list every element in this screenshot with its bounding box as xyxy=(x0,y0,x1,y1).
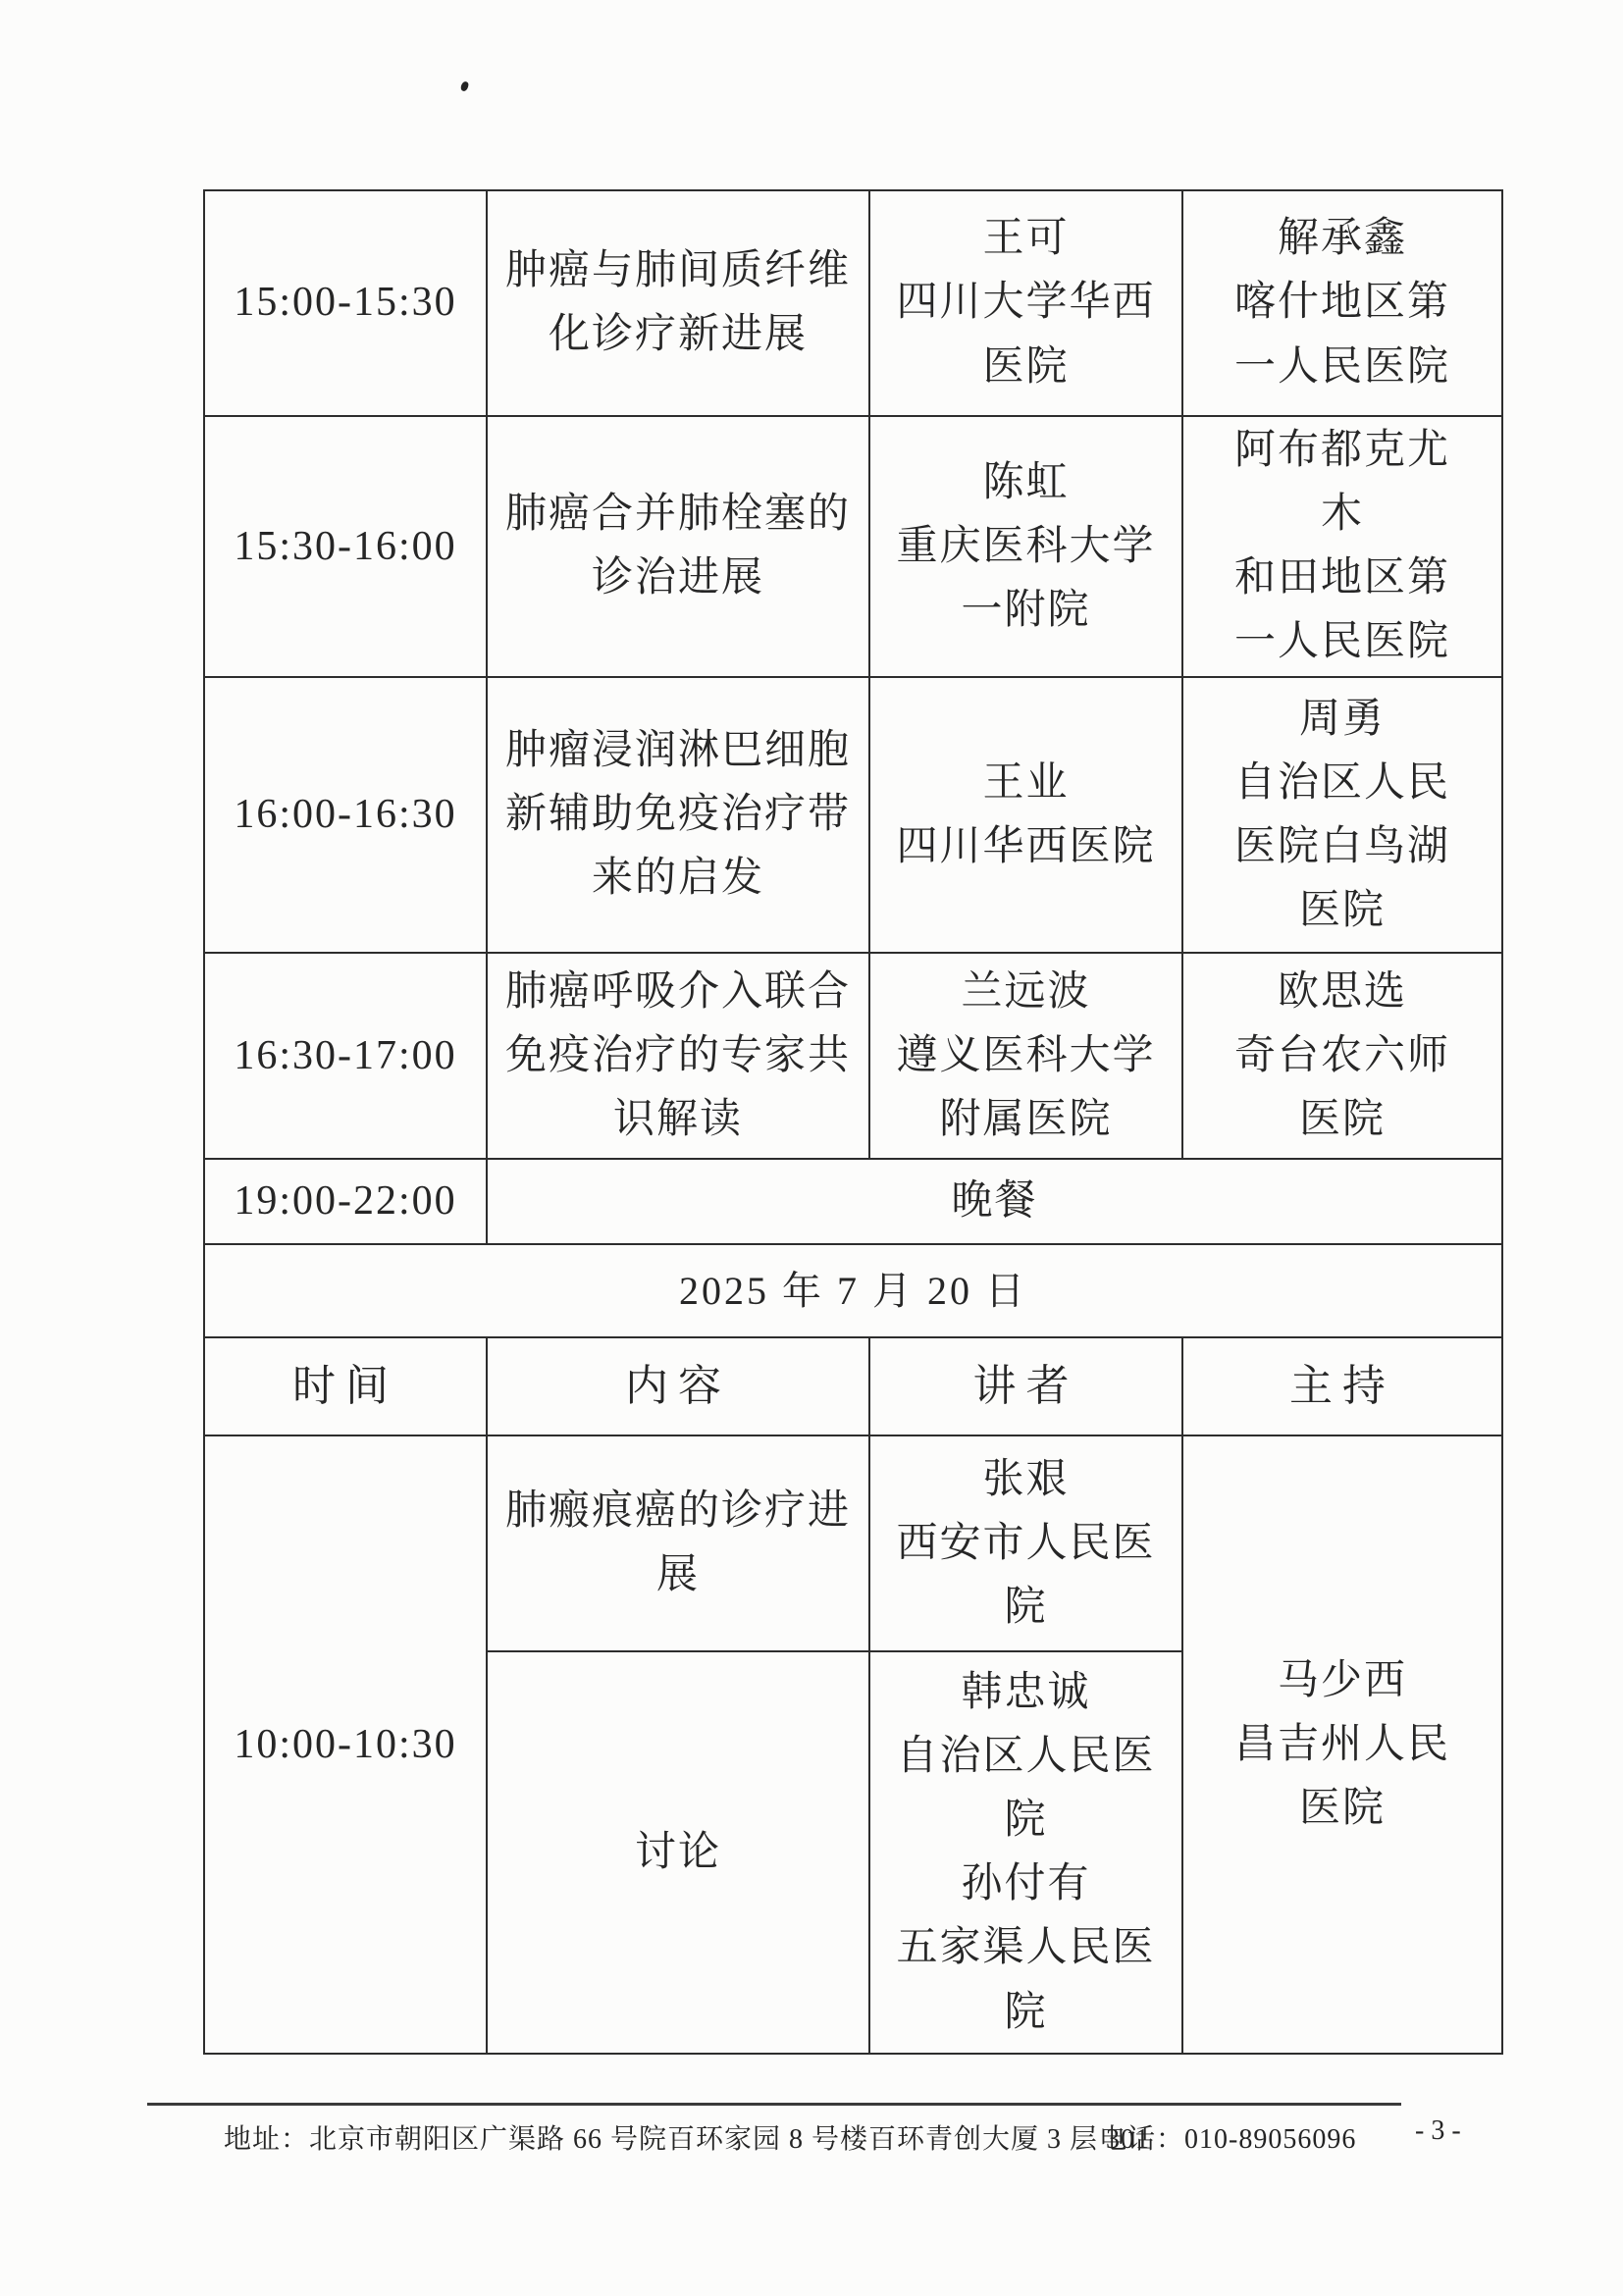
host-cell: 周勇 自治区人民 医院白鸟湖 医院 xyxy=(1182,677,1502,953)
col-header-time: 时间 xyxy=(204,1337,487,1435)
time-cell: 15:30-16:00 xyxy=(204,416,487,677)
col-header-host: 主持 xyxy=(1182,1337,1502,1435)
time-cell: 10:00-10:30 xyxy=(204,1435,487,2054)
schedule-table xyxy=(203,189,1503,2055)
host-cell: 阿布都克尤 木 和田地区第 一人民医院 xyxy=(1182,416,1502,677)
dinner-row xyxy=(204,1159,1502,1244)
topic-cell: 肿癌与肺间质纤维 化诊疗新进展 xyxy=(487,190,869,416)
col-header-speaker: 讲者 xyxy=(869,1337,1182,1435)
footer-address: 地址：北京市朝阳区广渠路 66 号院百环家园 8 号楼百环青创大厦 3 层 301 xyxy=(224,2124,1151,2155)
date-header-cell: 2025 年 7 月 20 日 xyxy=(204,1244,1502,1337)
column-header-row xyxy=(204,1337,1502,1435)
scan-speck xyxy=(460,80,470,92)
speaker-cell: 韩忠诚 自治区人民医 院 孙付有 五家渠人民医 院 xyxy=(869,1651,1182,2054)
speaker-cell: 王可 四川大学华西 医院 xyxy=(869,190,1182,416)
page-number: -3- xyxy=(1415,2115,1468,2146)
time-cell: 19:00-22:00 xyxy=(204,1159,487,1244)
speaker-cell: 张艰 西安市人民医 院 xyxy=(869,1435,1182,1651)
host-cell: 欧思选 奇台农六师 医院 xyxy=(1182,953,1502,1159)
col-header-content: 内容 xyxy=(487,1337,869,1435)
topic-cell: 肿瘤浸润淋巴细胞 新辅助免疫治疗带 来的启发 xyxy=(487,677,869,953)
speaker-cell: 陈虹 重庆医科大学 一附院 xyxy=(869,416,1182,677)
time-cell: 15:00-15:30 xyxy=(204,190,487,416)
table-row xyxy=(204,953,1502,1159)
topic-cell: 肺癌合并肺栓塞的 诊治进展 xyxy=(487,416,869,677)
footer-divider xyxy=(147,2103,1401,2106)
time-cell: 16:00-16:30 xyxy=(204,677,487,953)
host-cell: 解承鑫 喀什地区第 一人民医院 xyxy=(1182,190,1502,416)
footer-phone: 电话：010-89056096 xyxy=(1099,2124,1357,2155)
speaker-cell: 兰远波 遵义医科大学 附属医院 xyxy=(869,953,1182,1159)
dinner-label-cell: 晚餐 xyxy=(487,1159,1502,1244)
topic-cell: 肺癌呼吸介入联合 免疫治疗的专家共 识解读 xyxy=(487,953,869,1159)
table-row xyxy=(204,190,1502,416)
time-cell: 16:30-17:00 xyxy=(204,953,487,1159)
topic-cell: 讨论 xyxy=(487,1651,869,2054)
host-cell: 马少西 昌吉州人民 医院 xyxy=(1182,1435,1502,2054)
table-row xyxy=(204,1435,1502,1651)
topic-cell: 肺瘢痕癌的诊疗进 展 xyxy=(487,1435,869,1651)
date-row xyxy=(204,1244,1502,1337)
speaker-cell: 王业 四川华西医院 xyxy=(869,677,1182,953)
table-row xyxy=(204,416,1502,677)
table-row xyxy=(204,677,1502,953)
